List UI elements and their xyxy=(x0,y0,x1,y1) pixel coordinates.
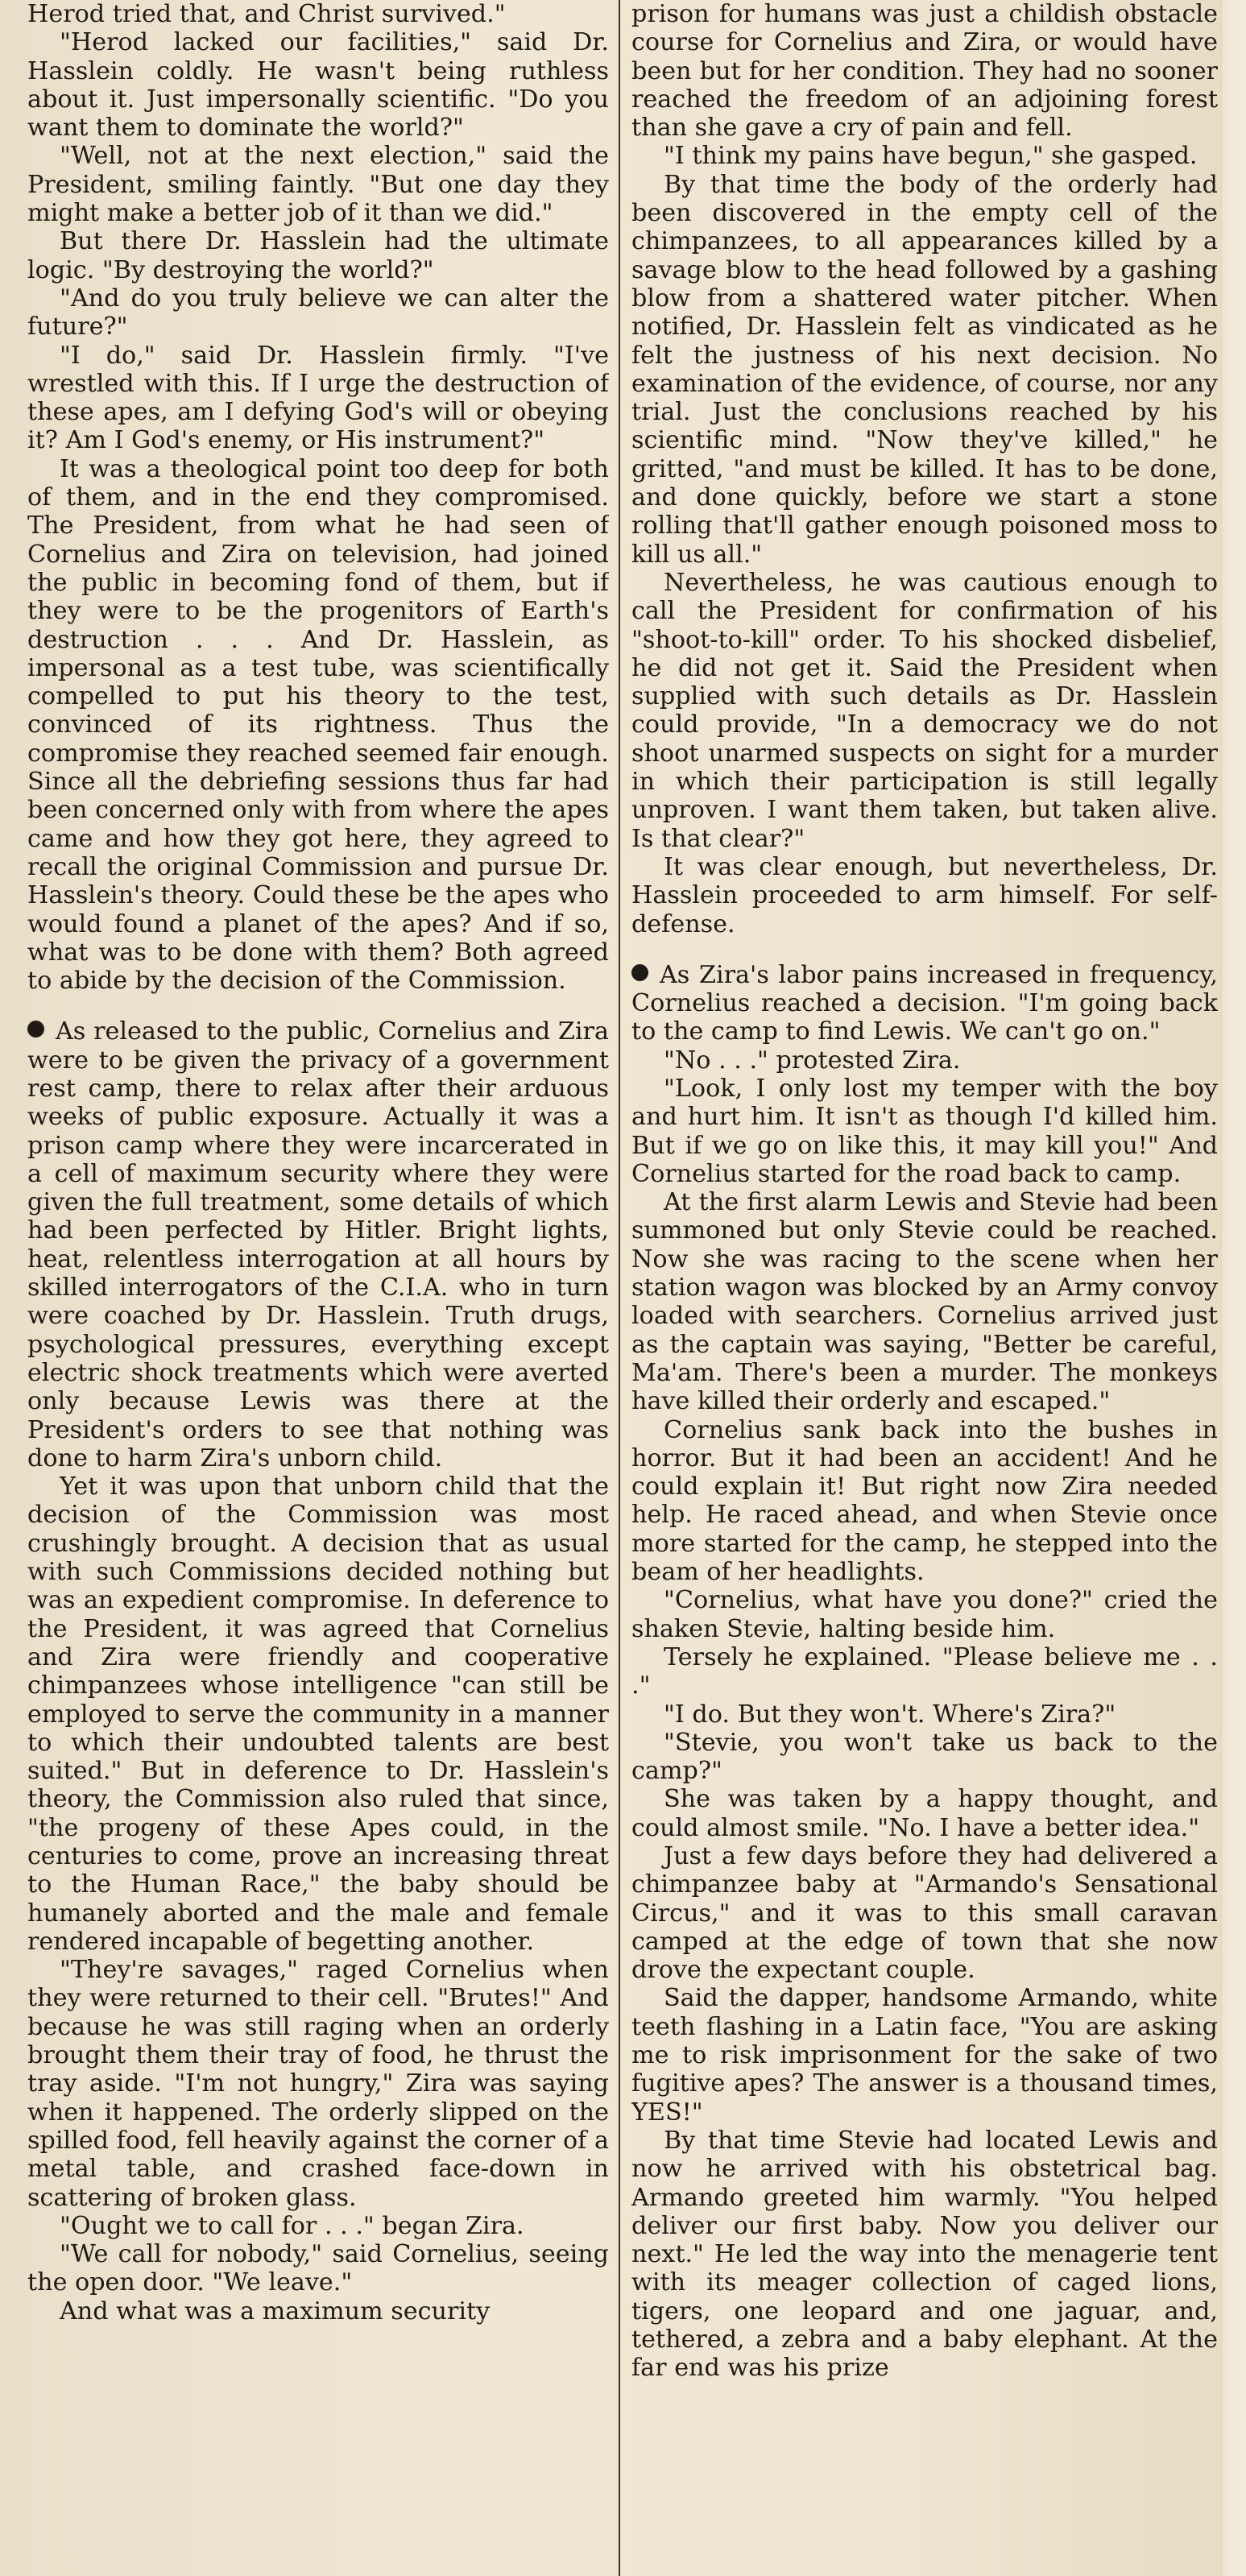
paragraph-l3: But there Dr. Hasslein had the ultimate logic. "By destroying the world?" xyxy=(27,227,609,284)
section-text: As released to the public, Cornelius and Zira were to be given the privacy of a government rest camp, there to relax after their arduous weeks of public exposure. Actually it was a prison camp where they were incarcerated in a cell of maximum security where they were given the full treatment, some details of which had been perfected by Hitler. Bright lights, heat, relentless interrogation at all hours by skilled interrogators of the C.I.A. who in turn were coached by Dr. Hasslein. Truth drugs, psychological pressures, everything except electric shock treatments which were averted only because Lewis was there at the President's orders to see that nothing was done to harm Zira's unborn child. xyxy=(27,1017,609,1472)
paragraph-l5: "I do," said Dr. Hasslein firmly. "I've wrestled with this. If I urge the destruction of these apes, am I defying God's will or obeying it? Am I God's enemy, or His instrument?" xyxy=(27,341,609,455)
paragraph-l11: "We call for nobody," said Cornelius, seeing the open door. "We leave." xyxy=(27,2240,609,2297)
paragraph-l2: "Well, not at the next election," said the President, smiling faintly. "But one day they might make a better job of it than we did." xyxy=(27,142,609,228)
paragraph-l8: Yet it was upon that unborn child that the decision of the Commission was most crushingly brought. A decision that as usual with such Commissions decided nothing but was an expedient compromise. In deference to the President, it was agreed that Cornelius and Zira were friendly and cooperative chimpanzees whose intelligence "can still be employed to serve the community in a manner to which their undoubted talents are best suited." But in deference to Dr. Hasslein's theory, the Commission also ruled that since, "the progeny of these Apes could, in the centuries to come, prove an increasing threat to the Human Race," the baby should be humanely aborted and the male and female rendered incapable of begetting another. xyxy=(27,1472,609,1956)
paragraph-r12: "I do. But they won't. Where's Zira?" xyxy=(664,1700,1116,1729)
paragraph-r11: Tersely he explained. "Please believe me . . ." xyxy=(631,1642,1218,1700)
paragraph-r10: "Cornelius, what have you done?" cried the shaken Stevie, halting beside him. xyxy=(631,1586,1218,1643)
paragraph-r16: Said the dapper, handsome Armando, white teeth flashing in a Latin face, "You are asking me to risk imprisonment for the sake of two fugitive apes? The answer is a thousand times, YES!" xyxy=(631,1984,1218,2127)
section-text: As Zira's labor pains increased in frequency, Cornelius reached a decision. "I'm going back to the camp to find Lewis. We can't go on." xyxy=(631,960,1218,1046)
paragraph-l10: "Ought we to call for . . ." began Zira. xyxy=(60,2211,524,2240)
paragraph-l9: "They're savages," raged Cornelius when they were returned to their cell. "Brutes!" And because he was still raging when an orderly brought them their tray of food, he thrust the tray aside. "I'm not hungry," Zira was saying when it happened. The orderly slipped on the spilled food, fell heavily against the corner of a metal table, and crashed face-down in scattering of broken glass. xyxy=(27,1956,609,2212)
paragraph-l4: "And do you truly believe we can alter the future?" xyxy=(27,284,609,342)
paragraph-l12: And what was a maximum security xyxy=(60,2296,491,2325)
paragraph-r9: Cornelius sank back into the bushes in horror. But it had been an accident! And he could explain it! But right now Zira needed help. He raced ahead, and when Stevie once more started for the camp, he stepped into the beam of her headlights. xyxy=(631,1415,1218,1587)
paragraph-r6: "No . . ." protested Zira. xyxy=(664,1046,961,1075)
paragraph-r13: "Stevie, you won't take us back to the camp?" xyxy=(631,1728,1218,1786)
column-divider xyxy=(619,0,620,2576)
paragraph-r17: By that time Stevie had located Lewis and now he arrived with his obstetrical bag. Armando greeted him warmly. "You helped deliver our first baby. Now you deliver our next." He led the way into the menagerie tent with its meager collection of caged lions, tigers, one leopard and one jaguar, and, tethered, a zebra and a baby elephant. At the far end was his prize xyxy=(631,2126,1218,2383)
page-edge xyxy=(1223,0,1246,2576)
paragraph-r8: At the first alarm Lewis and Stevie had been summoned but only Stevie could be reached. Now she was racing to the scene when her station wagon was blocked by an Army convoy loaded with searchers. Cornelius arrived just as the captain was saying, "Better be careful, Ma'am. There's been a murder. The monkeys have killed their orderly and escaped." xyxy=(631,1188,1218,1416)
left-column xyxy=(27,0,609,2576)
paragraph-r0: prison for humans was just a childish obstacle course for Cornelius and Zira, or would have been but for her condition. They had no sooner reached the freedom of an adjoining forest than she gave a cry of pain and fell. xyxy=(631,0,1218,143)
paragraph-l6: It was a theological point too deep for both of them, and in the end they compromised. The President, from what he had seen of Cornelius and Zira on television, had joined the public in becoming fond of them, but if they were to be the progenitors of Earth's destruction . . . And Dr. Hasslein, as impersonal as a test tube, was scientifically compelled to put his theory to the test, convinced of its rightness. Thus the compromise they reached seemed fair enough. Since all the debriefing sessions thus far had been concerned only with from where the apes came and how they got here, they agreed to recall the original Commission and pursue Dr. Hasslein's theory. Could these be the apes who would found a planet of the apes? And if so, what was to be done with them? Both agreed to abide by the decision of the Commission. xyxy=(27,454,609,996)
paragraph-r14: She was taken by a happy thought, and could almost smile. "No. I have a better idea." xyxy=(631,1785,1218,1842)
right-column xyxy=(631,0,1218,2576)
section-start-l7 xyxy=(27,1017,609,1472)
paragraph-r1: "I think my pains have begun," she gasped. xyxy=(664,142,1198,171)
paragraph-r3: Nevertheless, he was cautious enough to call the President for confirmation of his "shoot-to-kill" order. To his shocked disbelief, he did not get it. Said the President when supplied with such details as Dr. Hasslein could provide, "In a democracy we do not shoot unarmed suspects on sight for a murder in which their participation is still legally unproven. I want them taken, but taken alive. Is that clear?" xyxy=(631,568,1218,853)
paragraph-r15: Just a few days before they had delivered a chimpanzee baby at "Armando's Sensational Circus," and it was to this small caravan camped at the edge of town that she now drove the expectant couple. xyxy=(631,1842,1218,1985)
paragraph-r7: "Look, I only lost my temper with the boy and hurt him. It isn't as though I'd killed him. But if we go on like this, it may kill you!" And Cornelius started for the road back to camp. xyxy=(631,1074,1218,1188)
section-bullet-icon xyxy=(27,1021,44,1037)
paragraph-r4: It was clear enough, but nevertheless, Dr. Hasslein proceeded to arm himself. For self-defense. xyxy=(631,852,1218,938)
section-start-r5 xyxy=(631,961,1218,1046)
section-bullet-icon xyxy=(631,964,648,981)
paragraph-l0: Herod tried that, and Christ survived." xyxy=(27,0,506,28)
paragraph-r2: By that time the body of the orderly had been discovered in the empty cell of the chimpanzees, to all appearances killed by a savage blow to the head followed by a gashing blow from a shattered water pitcher. When notified, Dr. Hasslein felt as vindicated as he felt the justness of his next decision. No examination of the evidence, of course, nor any trial. Just the conclusions reached by his scientific mind. "Now they've killed," he gritted, "and must be killed. It has to be done, and done quickly, before we start a stone rolling that'll gather enough poisoned moss to kill us all." xyxy=(631,170,1218,569)
paragraph-l1: "Herod lacked our facilities," said Dr. Hasslein coldly. He wasn't being ruthless about it. Just impersonally scientific. "Do you want them to dominate the world?" xyxy=(27,28,609,143)
